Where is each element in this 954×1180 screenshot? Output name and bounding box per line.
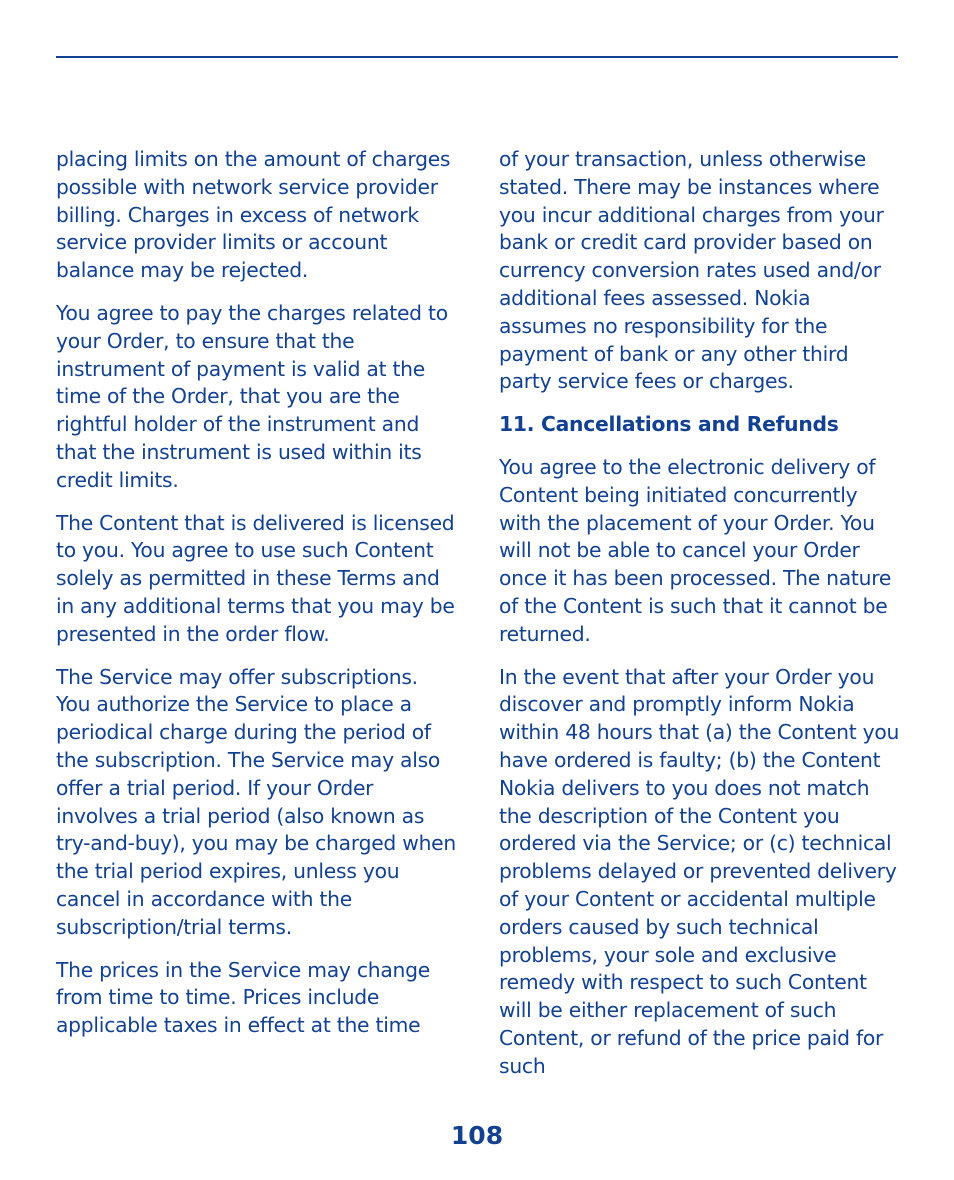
paragraph-subscriptions: The Service may offer subscriptions. You authorize the Service to place a periodical charge during the period of the subscription. The Service may also offer a trial period. If your Order involves a trial period (also known as try-and-buy), you may be charged when the trial period expires, unless you cancel in accordance with the subscription/trial terms. (56, 664, 457, 939)
paragraph-electronic-delivery: You agree to the electronic delivery of Content being initiated concurrently with the placement of your Order. You will not be able to cancel your Order once it has been processed. The nature of the Content is such that it cannot be returned. (499, 454, 892, 646)
paragraph-billing-limits: placing limits on the amount of charges possible with network service provider billing. Charges in excess of network service provider limits or account balance may be rejected. (56, 147, 451, 283)
right-column (499, 146, 901, 1096)
paragraph-content-license: The Content that is delivered is licensed to you. You agree to use such Content solely as permitted in these Terms and in any additional terms that you may be presented in the order flow. (56, 510, 455, 646)
paragraph-refund-remedy: In the event that after your Order you discover and promptly inform Nokia within 48 hours that (a) the Content you have ordered is faulty; (b) the Content Nokia delivers to you does not match the description of the Content you ordered via the Service; or (c) technical problems delayed or prevented delivery of your Content or accidental multiple orders caused by such technical problems, your sole and exclusive remedy with respect to such Content will be either replacement of such Content, or refund of the price paid for such (499, 664, 900, 1078)
header-rule (56, 56, 898, 58)
page-number: 108 (450, 1121, 504, 1150)
paragraph-transaction-fees: of your transaction, unless otherwise stated. There may be instances where you incur additional charges from your bank or credit card provider based on currency conversion rates used and/or additional fees assessed. Nokia assumes no responsibility for the payment of bank or any other third party service fees or charges. (499, 147, 884, 394)
paragraph-prices: The prices in the Service may change from time to time. Prices include applicable taxes in effect at the time (56, 957, 430, 1038)
section-heading-cancellations: 11. Cancellations and Refunds (499, 412, 839, 437)
left-column (56, 146, 458, 1055)
paragraph-payment-agreement: You agree to pay the charges related to your Order, to ensure that the instrument of payment is valid at the time of the Order, that you are the rightful holder of the instrument and that the instrument is used within its credit limits. (56, 300, 448, 492)
